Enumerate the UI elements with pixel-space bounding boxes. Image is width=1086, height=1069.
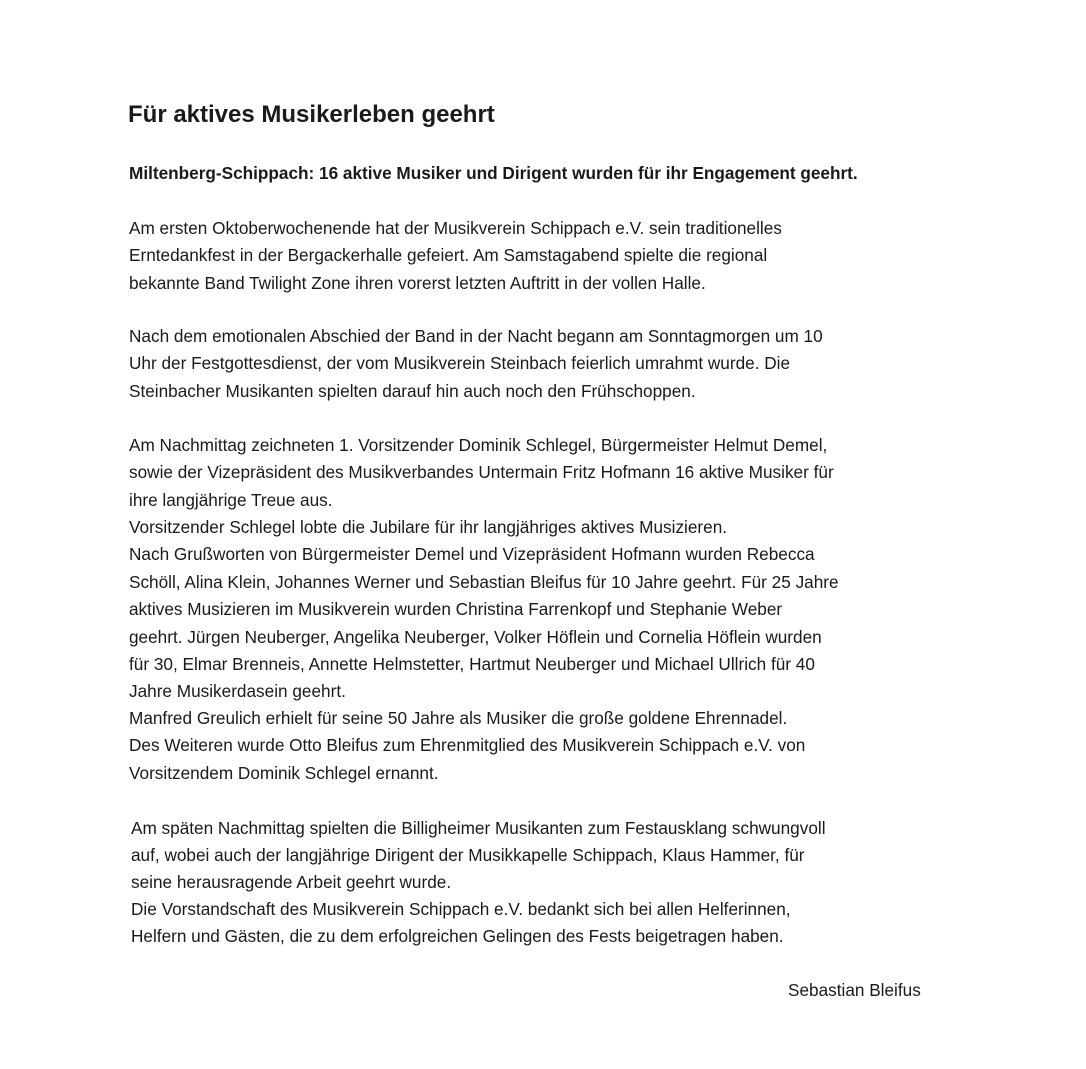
text-line: Nach Grußworten von Bürgermeister Demel und Vizepräsident Hofmann wurden Rebecca: [129, 544, 815, 564]
text-line: Am Nachmittag zeichneten 1. Vorsitzender Dominik Schlegel, Bürgermeister Helmut Demel,: [129, 435, 828, 455]
text-line: bekannte Band Twilight Zone ihren vorerst letzten Auftritt in der vollen Halle.: [129, 273, 706, 293]
text-line: Des Weiteren wurde Otto Bleifus zum Ehrenmitglied des Musikverein Schippach e.V. von: [129, 735, 806, 755]
text-line: Am ersten Oktoberwochenende hat der Musikverein Schippach e.V. sein traditionelles: [129, 218, 782, 238]
text-line: für 30, Elmar Brenneis, Annette Helmstetter, Hartmut Neuberger und Michael Ullrich für 40: [129, 654, 815, 674]
text-line: aktives Musizieren im Musikverein wurden Christina Farrenkopf und Stephanie Weber: [129, 599, 783, 619]
text-line: Vorsitzendem Dominik Schlegel ernannt.: [129, 763, 439, 783]
text-line: sowie der Vizepräsident des Musikverbandes Untermain Fritz Hofmann 16 aktive Musiker für: [129, 462, 834, 482]
article-subtitle: Miltenberg-Schippach: 16 aktive Musiker und Dirigent wurden für ihr Engagement geehrt.: [129, 163, 858, 183]
text-line: Jahre Musikerdasein geehrt.: [129, 681, 346, 701]
text-line: Nach dem emotionalen Abschied der Band in der Nacht begann am Sonntagmorgen um 10: [129, 326, 823, 346]
text-line: Manfred Greulich erhielt für seine 50 Jahre als Musiker die große goldene Ehrennadel.: [129, 708, 788, 728]
text-line: Die Vorstandschaft des Musikverein Schippach e.V. bedankt sich bei allen Helferinnen,: [131, 899, 791, 919]
text-line: ihre langjährige Treue aus.: [129, 490, 333, 510]
text-line: Am späten Nachmittag spielten die Billigheimer Musikanten zum Festausklang schwungvoll: [131, 818, 826, 838]
article-title: Für aktives Musikerleben geehrt: [128, 101, 495, 128]
text-line: Schöll, Alina Klein, Johannes Werner und Sebastian Bleifus für 10 Jahre geehrt. Für 25 Jahre: [129, 572, 839, 592]
text-line: Erntedankfest in der Bergackerhalle gefeiert. Am Samstagabend spielte die regional: [129, 245, 768, 265]
text-line: geehrt. Jürgen Neuberger, Angelika Neuberger, Volker Höflein und Cornelia Höflein wurden: [129, 627, 822, 647]
text-line: Steinbacher Musikanten spielten darauf hin auch noch den Frühschoppen.: [129, 381, 696, 401]
text-line: auf, wobei auch der langjährige Dirigent der Musikkapelle Schippach, Klaus Hammer, für: [131, 845, 805, 865]
text-line: Vorsitzender Schlegel lobte die Jubilare für ihr langjähriges aktives Musizieren.: [129, 517, 728, 537]
text-line: Helfern und Gästen, die zu dem erfolgreichen Gelingen des Fests beigetragen haben.: [131, 926, 784, 946]
text-line: seine herausragende Arbeit geehrt wurde.: [131, 872, 452, 892]
text-line: Uhr der Festgottesdienst, der vom Musikverein Steinbach feierlich umrahmt wurde. Die: [129, 353, 791, 373]
author-signature: Sebastian Bleifus: [788, 980, 921, 1000]
